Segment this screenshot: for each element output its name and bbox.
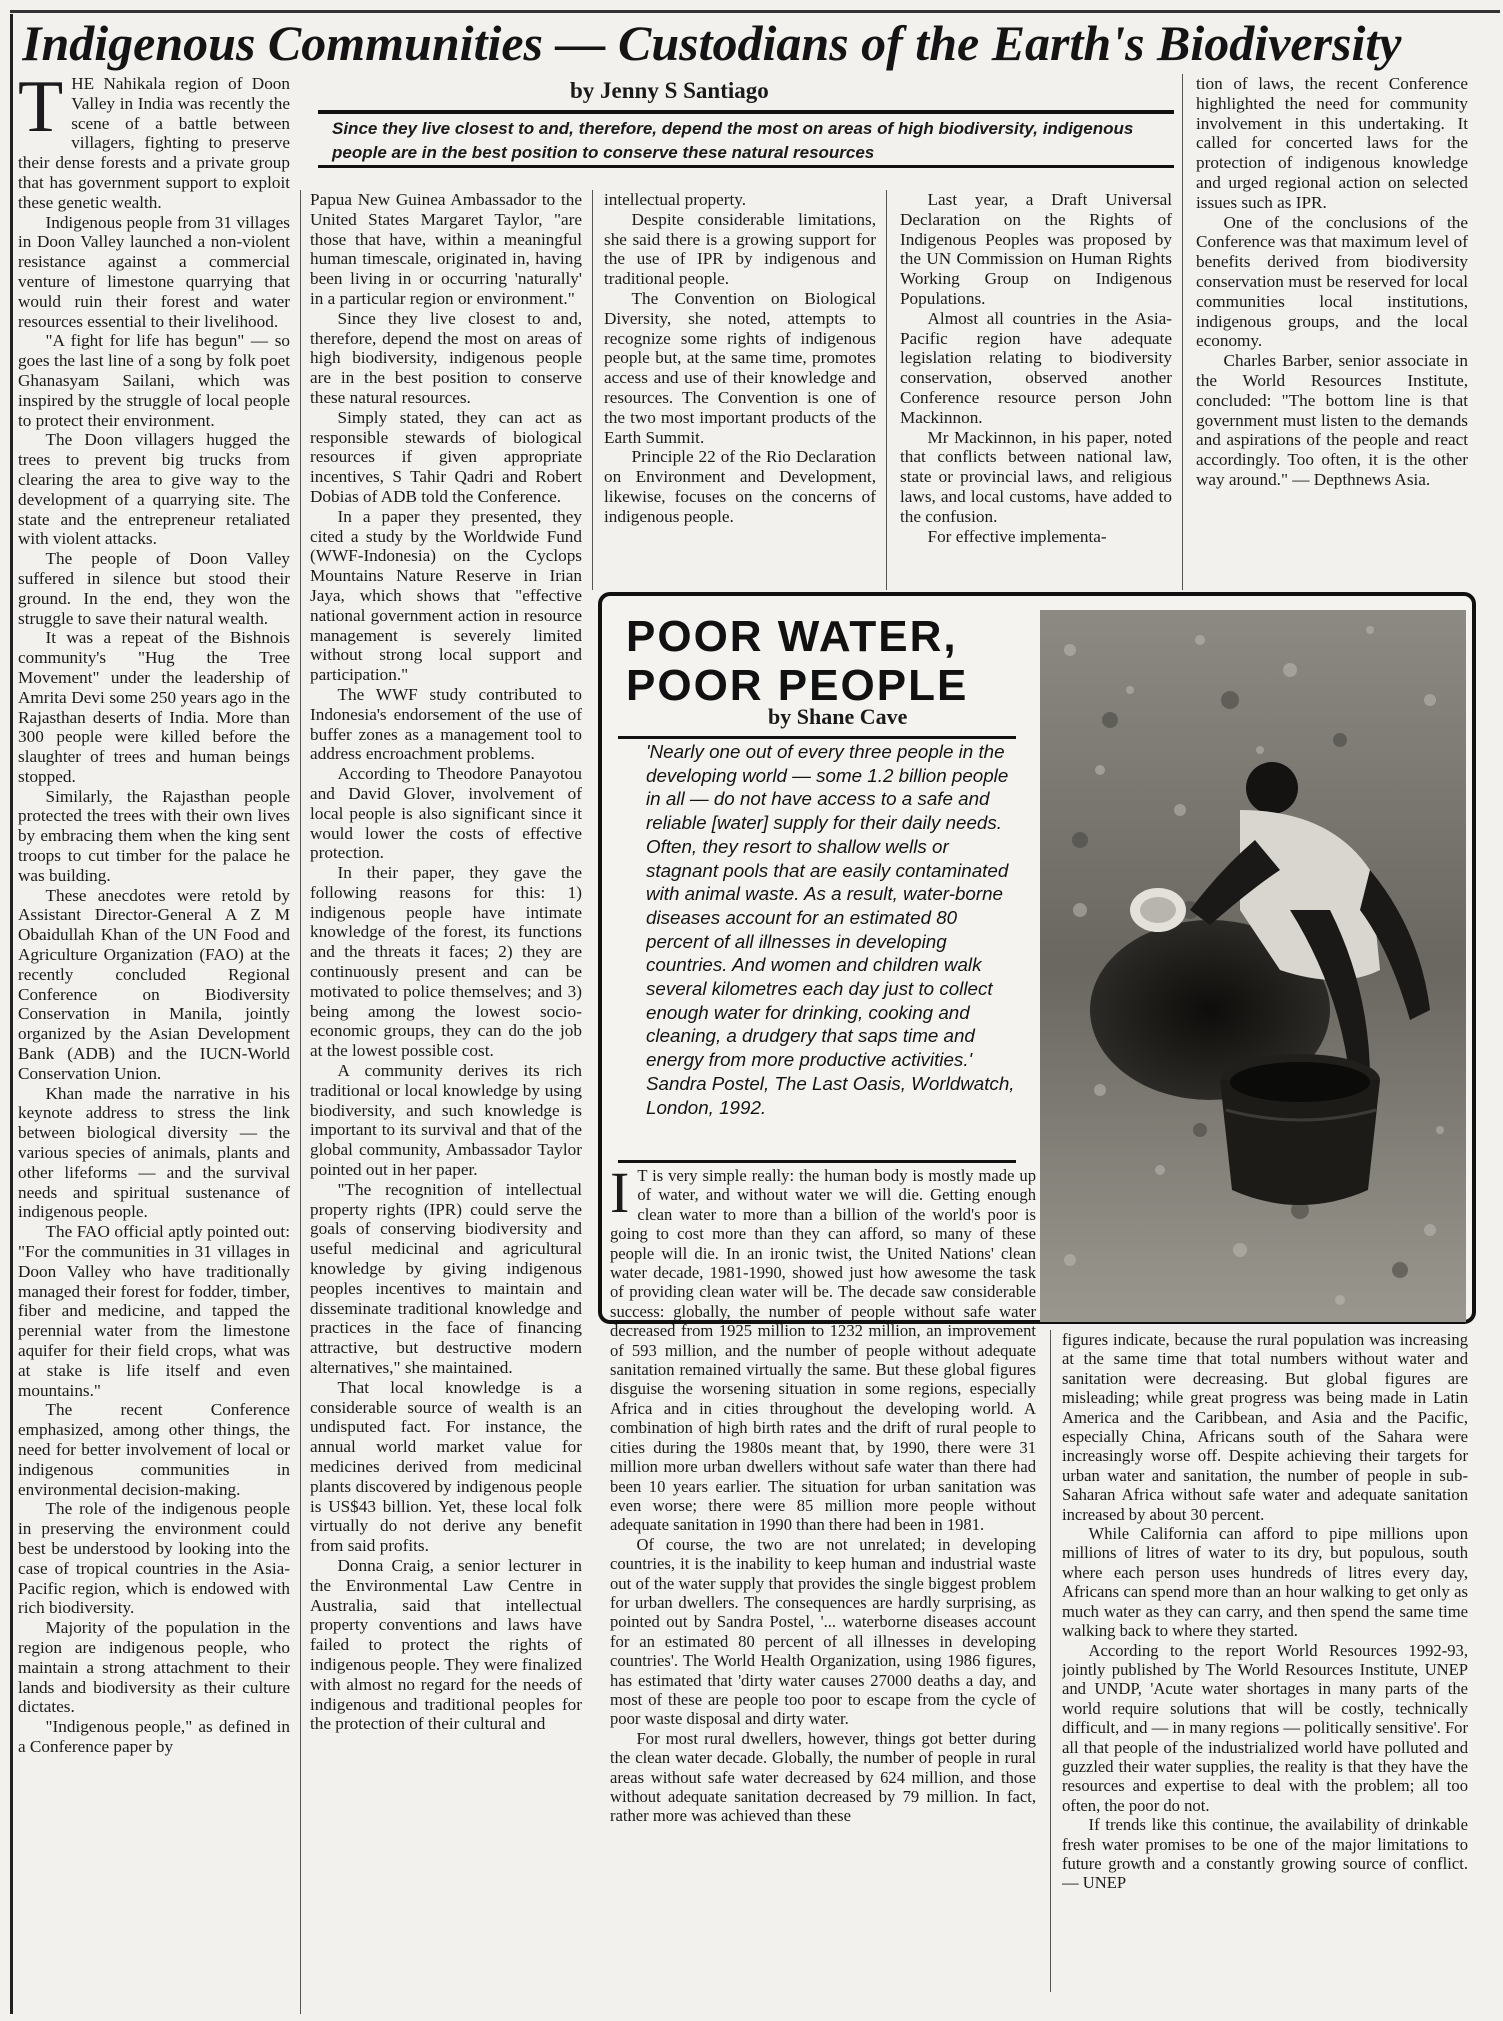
paragraph: Indigenous people from 31 villages in Doon Valley launched a non-violent resistance against a commercial venture of limestone quarrying that would ruin their forest and water resources essential to their livelihood.	[18, 212, 290, 331]
sidebar-column-2-text	[1062, 1330, 1468, 1893]
sidebar-title-line-1: POOR WATER,	[626, 612, 958, 661]
article-column-1	[18, 74, 290, 2014]
column-5-text	[1196, 74, 1468, 490]
paragraph: If trends like this continue, the availability of drinkable fresh water promises to be one of the major limitations to future growth and a constantly growing source of conflict. — UNEP	[1062, 1815, 1468, 1893]
article-byline: by Jenny S Santiago	[570, 78, 769, 103]
paragraph: Since they live closest to and, therefore, depend the most on areas of high biodiversity, indigenous people are in the best position to conserve these natural resources.	[310, 308, 582, 407]
paragraph: Majority of the population in the region are indigenous people, who maintain a strong attachment to their lands and biodiversity as their culture dictates.	[18, 1618, 290, 1717]
paragraph: figures indicate, because the rural population was increasing at the same time that total numbers without water and sanitation were decreasing. But global figures are misleading; while great progress was being made in Latin America and the Caribbean, and Asia and the Pacific, especially China, Africans south of the Sahara were increasingly worse off. Despite achieving their targets for urban water and sanitation, the number of people in sub-Saharan Africa without safe water and adequate sanitation increased by about 30 percent.	[1062, 1330, 1468, 1524]
paragraph: Khan made the narrative in his keynote address to stress the link between biological diversity — the various species of animals, plants and other lifeforms — and the survival needs and spiritual sustenance of indigenous people.	[18, 1083, 290, 1222]
paragraph: Of course, the two are not unrelated; in developing countries, it is the inability to keep human and industrial waste out of the water supply that provides the single biggest problem for urban dwellers. The consequences are hardly surprising, as pointed out by Sandra Postel, '... waterborne diseases account for an estimated 80 percent of all illnesses in developing countries'. The World Health Organization, using 1986 figures, has estimated that 'dirty water causes 27000 deaths a day, and most of these are people too poor to escape from the cycle of poor waste disposal and dirty water.	[610, 1534, 1036, 1729]
paragraph: intellectual property.	[604, 190, 747, 209]
paragraph: In their paper, they gave the following reasons for this: 1) indigenous people have intimate knowledge of the forest, its functions and the threats it faces; 2) they are continuously present and can be motivated to police themselves; and 3) being among the lowest socio-economic groups, they can do the job at the lowest possible cost.	[310, 863, 582, 1061]
paragraph: The people of Doon Valley suffered in silence but stood their ground. In the end, they won the struggle to save their natural wealth.	[18, 549, 290, 628]
paragraph: Charles Barber, senior associate in the World Resources Institute, concluded: "The bottom line is that government must listen to the demands and aspirations of the people and react accordingly. Too often, it is the other way around." — Depthnews Asia.	[1196, 351, 1468, 489]
paragraph: It was a repeat of the Bishnois community's "Hug the Tree Movement" under the leadership of Amrita Devi some 250 years ago in the Rajasthan deserts of India. More than 300 people were killed before the slaughter of trees and human beings stopped.	[18, 628, 290, 786]
photo-illustration	[1040, 610, 1466, 1322]
paragraph: Last year, a Draft Universal Declaration on the Rights of Indigenous Peoples was proposed by the UN Commission on Human Rights Working Group on Indigenous Populations.	[900, 190, 1172, 308]
article-column-2	[310, 190, 582, 2014]
sidebar-title-line-2: POOR PEOPLE	[626, 661, 969, 710]
paragraph: Donna Craig, a senior lecturer in the Environmental Law Centre in Australia, said that intellectual property conventions and laws have failed to protect the rights of indigenous people. They were finalized with almost no regard for the needs of indigenous and traditional peoples for the protection of their cultural and	[310, 1555, 582, 1734]
paragraph: Despite considerable limitations, she said there is a growing support for the use of IPR by indigenous and traditional people.	[604, 209, 876, 289]
paragraph: For effective implementa-	[927, 526, 1107, 546]
sidebar-byline: by Shane Cave	[768, 704, 908, 729]
paragraph: HE Nahikala region of Doon Valley in India was recently the scene of a battle between villagers, fighting to preserve their dense forests and a private group that has government support to exploit these genetic wealth.	[18, 74, 290, 212]
paragraph: Simply stated, they can act as responsible stewards of biological resources if given appropriate incentives, S Tahir Qadri and Robert Dobias of ADB told the Conference.	[310, 407, 582, 506]
paragraph: "The recognition of intellectual property rights (IPR) could serve the goals of conserving biodiversity and useful medicinal and agricultural knowledge by giving indigenous peoples incentives to maintain and disseminate traditional knowledge and practices in the face of financing attractive, but destructive modern alternatives," she maintained.	[310, 1179, 582, 1378]
column-divider	[1182, 74, 1183, 590]
left-border	[10, 14, 13, 2014]
paragraph: The WWF study contributed to Indonesia's endorsement of the use of buffer zones as a management tool to address encroachment problems.	[310, 684, 582, 764]
column-divider	[300, 190, 301, 2014]
sidebar-column-1-text	[610, 1166, 1036, 1826]
paragraph: According to the report World Resources 1992-93, jointly published by The World Resources Institute, UNEP and UNDP, 'Acute water shortages in many parts of the world require solutions that will be costly, technically difficult, and — in many regions — politically sensitive'. For all that people of the industrialized world have polluted and guzzled their water supplies, the reality is that they have the resources and expertise to deal with the problem; all too often, the poor do not.	[1062, 1640, 1468, 1815]
paragraph: Almost all countries in the Asia-Pacific region have adequate legislation relating to biodiversity conservation, observed another Conference resource person John Mackinnon.	[900, 308, 1172, 427]
sidebar-drop-cap: I	[610, 1166, 630, 1225]
pullquote-rule-bottom	[618, 1160, 1016, 1163]
paragraph: One of the conclusions of the Conference was that maximum level of benefits derived from biodiversity conservation must be reserved for local communities local institutions, indigenous groups, and the local economy.	[1196, 212, 1468, 351]
paragraph: For most rural dwellers, however, things got better during the clean water decade. Globally, the number of people in rural areas without safe water decreased by 624 million, and those without adequate sanitation decreased by 79 million. In fact, rather more was achieved than these	[610, 1728, 1036, 1826]
paragraph: A community derives its rich traditional or local knowledge by using biodiversity, and such knowledge is important to its survival and that of the global community, Ambassador Taylor pointed out in her paper.	[310, 1061, 582, 1180]
paragraph: T is very simple really: the human body is mostly made up of water, and without water we will die. Getting enough clean water to more than a billion of the world's poor is going to cost more than they can afford, so many of these people will die. In an ironic twist, the United Nations' clean water decade, 1981-1990, showed just how awesome the task of providing clean water will be. The decade saw considerable success: globally, the number of people without safe water decreased from 1925 million to 1232 million, an improvement of 593 million, and the number of people without adequate sanitation remained virtually the same. But these global figures disguise the worsening situation in some regions, especially Africa and in cities throughout the developing world. A combination of high birth rates and the drift of rural people to cities during the 1980s meant that, by 1990, there were 31 million more urban dwellers without safe water than there had been 10 years earlier. The situation for urban sanitation was even worse; there were 85 million more people without adequate sanitation in 1990 than there had been in 1981.	[610, 1166, 1036, 1535]
sidebar-column-1	[610, 1166, 1036, 1992]
paragraph: tion of laws, the recent Conference highlighted the need for community involvement in this undertaking. It called for concerted laws for the protection of indigenous knowledge and urged regional action on selected issues such as IPR.	[1196, 74, 1468, 212]
sidebar-column-2	[1062, 1330, 1468, 1992]
article-column-3	[604, 190, 876, 586]
photo-man-drawing-water	[1040, 610, 1466, 1322]
sidebar-title	[626, 612, 1046, 712]
paragraph: The recent Conference emphasized, among other things, the need for better involvement of local or indigenous communities in environmental decision-making.	[18, 1400, 290, 1499]
pullquote-rule-top	[618, 736, 1016, 739]
page-headline: Indigenous Communities — Custodians of the Earth's Biodiversity	[22, 15, 1402, 71]
column-3-text	[604, 190, 876, 527]
column-4-text	[900, 190, 1172, 546]
column-2-text	[310, 190, 582, 1734]
paragraph: "Indigenous people," as defined in a Conference paper by	[18, 1717, 290, 1756]
paragraph: That local knowledge is a considerable source of wealth is an undisputed fact. For instance, the annual world market value for medicines derived from medicinal plants discovered by indigenous people is US$43 billion. Yet, these local folk virtually do not derive any benefit from said profits.	[310, 1377, 582, 1556]
pullquote: 'Nearly one out of every three people in the developing world — some 1.2 billion people in all — do not have access to a safe and reliable [water] supply for their daily needs. Often, they resort to shallow wells or stagnant pools that are easily contaminated with animal waste. As a result, water-borne diseases account for an estimated 80 percent of all illnesses in developing countries. And women and children walk several kilometres each day just to collect enough water for drinking, cooking and cleaning, a drudgery that saps time and energy from more productive activities.' Sandra Postel, The Last Oasis, Worldwatch, London, 1992.	[646, 741, 1015, 1118]
paragraph: Principle 22 of the Rio Declaration on Environment and Development, likewise, focuses on the concerns of indigenous people.	[604, 447, 876, 526]
column-divider	[592, 190, 593, 590]
drop-cap: T	[18, 74, 64, 148]
paragraph: In a paper they presented, they cited a study by the Worldwide Fund (WWF-Indonesia) on the Cyclops Mountains Nature Reserve in Irian Jaya, which shows that "effective national government action in resource management is severely limited without strong local support and participation."	[310, 506, 582, 685]
paragraph: "A fight for life has begun" — so goes the last line of a song by folk poet Ghanasyam Sailani, which was inspired by the struggle of local people to protect their environment.	[18, 331, 290, 430]
paragraph: Mr Mackinnon, in his paper, noted that conflicts between national law, state or provincial laws, and religious laws, and local customs, have added to the confusion.	[900, 427, 1172, 526]
column-1-text	[18, 74, 290, 1757]
article-column-4	[900, 190, 1172, 586]
paragraph: The FAO official aptly pointed out: "For the communities in 31 villages in Doon Valley who have traditionally managed their forest for fodder, timber, fiber and medicine, and tapped the perennial water from the limestone aquifer for their field crops, what was at stake is life itself and even mountains."	[18, 1222, 290, 1400]
article-column-5	[1196, 74, 1468, 586]
paragraph: These anecdotes were retold by Assistant Director-General A Z M Obaidullah Khan of the UN Food and Agriculture Organization (FAO) at the recently concluded Regional Conference on Biodiversity Conservation in Manila, jointly organized by the Asian Development Bank (ADB) and the IUCN-World Conservation Union.	[18, 885, 290, 1083]
column-divider	[1050, 1330, 1051, 1992]
paragraph: While California can afford to pipe millions upon millions of litres of water to its dry, but populous, south where each person uses hundreds of litres every day, Africans can spend more than an hour walking to get only as much water as they can carry, and then spend the same time walking back to where they started.	[1062, 1524, 1468, 1641]
paragraph: Similarly, the Rajasthan people protected the trees with their own lives by embracing them when the king sent troops to cut timber for the palace he was building.	[18, 786, 290, 885]
article-deck: Since they live closest to and, therefore, depend the most on areas of high biodiversity, indigenous people are in the best position to conserve these natural resources	[318, 110, 1174, 168]
paragraph: The role of the indigenous people in preserving the environment could best be understood by looking into the case of tropical countries in the Asia-Pacific region, which is endowed with rich biodiversity.	[18, 1499, 290, 1618]
paragraph: The Convention on Biological Diversity, she noted, attempts to recognize some rights of indigenous people but, at the same time, promotes access and use of their knowledge and resources. The Convention is one of the two most important products of the Earth Summit.	[604, 288, 876, 447]
paragraph: Papua New Guinea Ambassador to the United States Margaret Taylor, "are those that have, within a meaningful human timescale, originated in, having been living in or occurring 'naturally' in a particular region or environment."	[310, 190, 582, 308]
paragraph: According to Theodore Panayotou and David Glover, involvement of local people is also significant since it would lower the costs of effective protection.	[310, 764, 582, 863]
column-divider	[886, 190, 887, 590]
paragraph: The Doon villagers hugged the trees to prevent big trucks from clearing the area to give way to the development of a quarrying site. The state and the entrepreneur retaliated with violent attacks.	[18, 430, 290, 549]
